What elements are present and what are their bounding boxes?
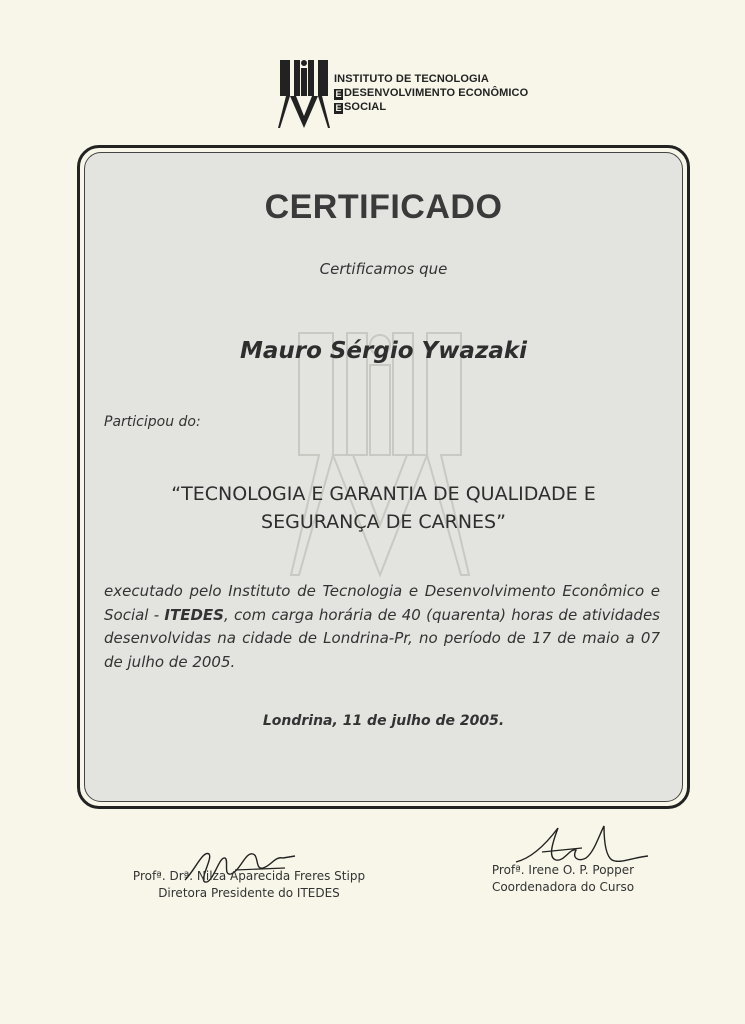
- left-signature-block: [104, 868, 394, 902]
- right-signatory-name: Profª. Irene O. P. Popper: [491, 863, 635, 877]
- course-title-line-2: SEGURANÇA DE CARNES”: [261, 511, 506, 533]
- itedes-logo: [276, 56, 332, 132]
- certificate-title: CERTIFICADO: [264, 188, 503, 226]
- certificate-intro: Certificamos que: [319, 260, 448, 278]
- watermark-logo: [285, 325, 475, 585]
- recipient-name: Mauro Sérgio Ywazaki: [239, 338, 528, 364]
- participation-label: Participou do:: [104, 414, 201, 430]
- left-signatory-name: Profª. Drª. Nilza Aparecida Freres Stipp: [132, 869, 366, 883]
- certificate-body: [104, 580, 660, 674]
- body-text-after: , com carga horária de 40 (quarenta) horas de atividades desenvolvidas na cidade de Londrina-Pr, no período de 17 de maio a 07 de julho de 2005.: [104, 605, 660, 671]
- left-signatory-role: Diretora Presidente do ITEDES: [158, 886, 340, 900]
- course-title-line-1: “TECNOLOGIA E GARANTIA DE QUALIDADE E: [171, 483, 596, 505]
- place-and-date: Londrina, 11 de julho de 2005.: [262, 713, 505, 729]
- institute-line-3: E SOCIAL: [335, 101, 387, 113]
- course-title: [84, 480, 683, 536]
- body-text-before: executado pelo Instituto de Tecnologia e Desenvolvimento Econômico e Social -: [104, 582, 660, 624]
- right-signature-block: [468, 862, 658, 896]
- institute-line-2: E DESENVOLVIMENTO ECONÔMICO: [335, 87, 529, 99]
- institute-line-1: INSTITUTO DE TECNOLOGIA: [334, 73, 489, 85]
- right-signatory-role: Coordenadora do Curso: [491, 880, 635, 894]
- institute-name: [334, 72, 528, 114]
- body-acronym: ITEDES: [164, 605, 224, 624]
